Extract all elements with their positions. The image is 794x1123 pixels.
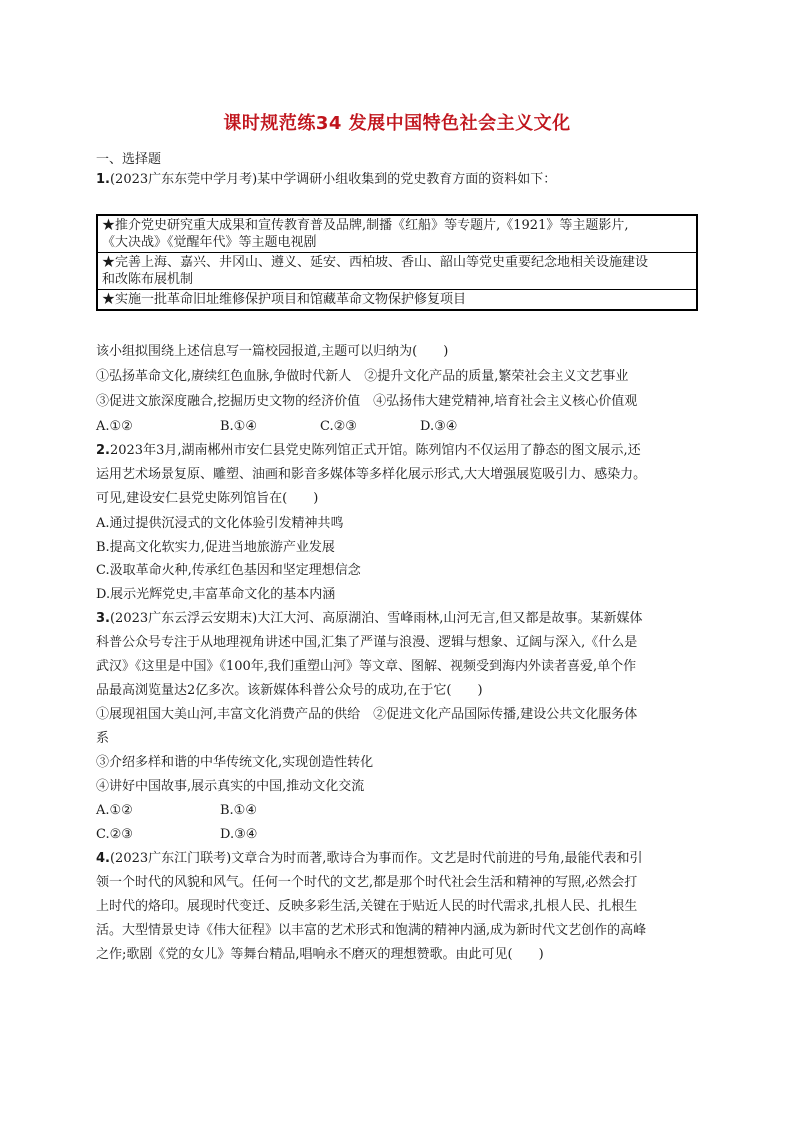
- question-4-line: 活。大型情景史诗《伟大征程》以丰富的艺术形式和饱满的精神内涵,成为新时代文艺创作的高峰: [96, 923, 647, 938]
- option-b[interactable]: B.提高文化软实力,促进当地旅游产业发展: [96, 540, 335, 555]
- question-1-stem: [96, 172, 698, 188]
- statement-line: ①弘扬革命文化,赓续红色血脉,争做时代新人 ②提升文化产品的质量,繁荣社会主义文艺事业: [96, 369, 629, 384]
- page-title: 课时规范练34 发展中国特色社会主义文化: [223, 113, 571, 134]
- table-cell: [97, 290, 697, 311]
- table-cell: [97, 215, 697, 253]
- statement-line: ①展现祖国大美山河,丰富文化消费产品的供给 ②促进文化产品国际传播,建设公共文化服务体: [96, 707, 638, 722]
- statement-line: ④讲好中国故事,展示真实的中国,推动文化交流: [96, 779, 365, 794]
- option-c[interactable]: C.汲取革命火种,传承红色基因和坚定理想信念: [96, 563, 361, 578]
- section-heading: 一、选择题: [96, 152, 162, 167]
- option-a[interactable]: A.通过提供沉浸式的文化体验引发精神共鸣: [96, 516, 344, 531]
- option-c[interactable]: C.②③: [320, 419, 357, 434]
- cell-line: 和改陈布展机制: [102, 272, 194, 287]
- option-a[interactable]: A.①②: [96, 803, 133, 818]
- table-cell: [97, 253, 697, 290]
- option-a[interactable]: A.①②: [96, 419, 133, 434]
- question-3-line: 品最高浏览量达2亿多次。该新媒体科普公众号的成功,在于它( ): [96, 683, 483, 698]
- question-1-prompt: 该小组拟围绕上述信息写一篇校园报道,主题可以归纳为( ): [96, 344, 449, 359]
- option-b[interactable]: B.①④: [220, 803, 257, 818]
- question-text: 2023年3月,湖南郴州市安仁县党史陈列馆正式开馆。陈列馆内不仅运用了静态的图文展示,还: [109, 443, 641, 458]
- cell-line: ★完善上海、嘉兴、井冈山、遵义、延安、西柏坡、香山、韶山等党史重要纪念地相关设施建设: [102, 255, 649, 270]
- question-text: (2023广东东莞中学月考)某中学调研小组收集到的党史教育方面的资料如下：: [109, 172, 557, 187]
- cell-line: 《大决战》《觉醒年代》等主题电视剧: [102, 235, 317, 250]
- question-3-line: 武汉》《这里是中国》《100年,我们重塑山河》等文章、图解、视频受到海内外读者喜爱,单个作: [96, 659, 637, 674]
- option-c[interactable]: C.②③: [96, 827, 133, 842]
- question-4-line: 领一个时代的风貌和风气。任何一个时代的文艺,都是那个时代社会生活和精神的写照,必然会打: [96, 875, 638, 890]
- option-d[interactable]: D.③④: [420, 419, 458, 434]
- question-number: 3.: [96, 611, 110, 626]
- question-4-line: [96, 851, 698, 867]
- question-number: 2.: [96, 443, 110, 458]
- materials-table: [96, 214, 698, 311]
- question-text: (2023广东云浮云安期末)大江大河、高原湖泊、雪峰雨林,山河无言,但又都是故事。某新媒体: [109, 611, 643, 626]
- table-row: [97, 290, 697, 311]
- statement-line: ③介绍多样和谐的中华传统文化,实现创造性转化: [96, 755, 374, 770]
- question-3-line: 科普公众号专注于从地理视角讲述中国,汇集了严谨与浪漫、逻辑与想象、辽阔与深入,《什么是: [96, 635, 638, 650]
- question-2-line: 可见,建设安仁县党史陈列馆旨在( ): [96, 491, 319, 506]
- question-4-line: 上时代的烙印。展现时代变迁、反映多彩生活,关键在于贴近人民的时代需求,扎根人民、扎根生: [96, 899, 638, 914]
- table-row: [97, 215, 697, 253]
- question-number: 1.: [96, 172, 110, 187]
- question-number: 4.: [96, 851, 110, 866]
- question-2-line: [96, 443, 698, 459]
- question-4-line: 之作;歌剧《党的女儿》等舞台精品,唱响永不磨灭的理想赞歌。由此可见( ): [96, 947, 544, 962]
- statement-line: 系: [96, 731, 110, 746]
- cell-line: ★推介党史研究重大成果和宣传教育普及品牌,制播《红船》等专题片,《1921》等主题影片,: [102, 218, 629, 233]
- option-b[interactable]: B.①④: [220, 419, 257, 434]
- option-d[interactable]: D.③④: [220, 827, 258, 842]
- statement-line: ③促进文旅深度融合,挖掘历史文物的经济价值 ④弘扬伟大建党精神,培育社会主义核心价值观: [96, 394, 638, 409]
- question-text: (2023广东江门联考)文章合为时而著,歌诗合为事而作。文艺是时代前进的号角,最能代表和引: [109, 851, 643, 866]
- table-row: [97, 253, 697, 290]
- cell-line: ★实施一批革命旧址维修保护项目和馆藏革命文物保护修复项目: [102, 292, 467, 307]
- question-2-line: 运用艺术场景复原、雕塑、油画和影音多媒体等多样化展示形式,大大增强展览吸引力、感染力。: [96, 467, 647, 482]
- option-d[interactable]: D.展示光辉党史,丰富革命文化的基本内涵: [96, 587, 336, 602]
- question-3-line: [96, 611, 698, 627]
